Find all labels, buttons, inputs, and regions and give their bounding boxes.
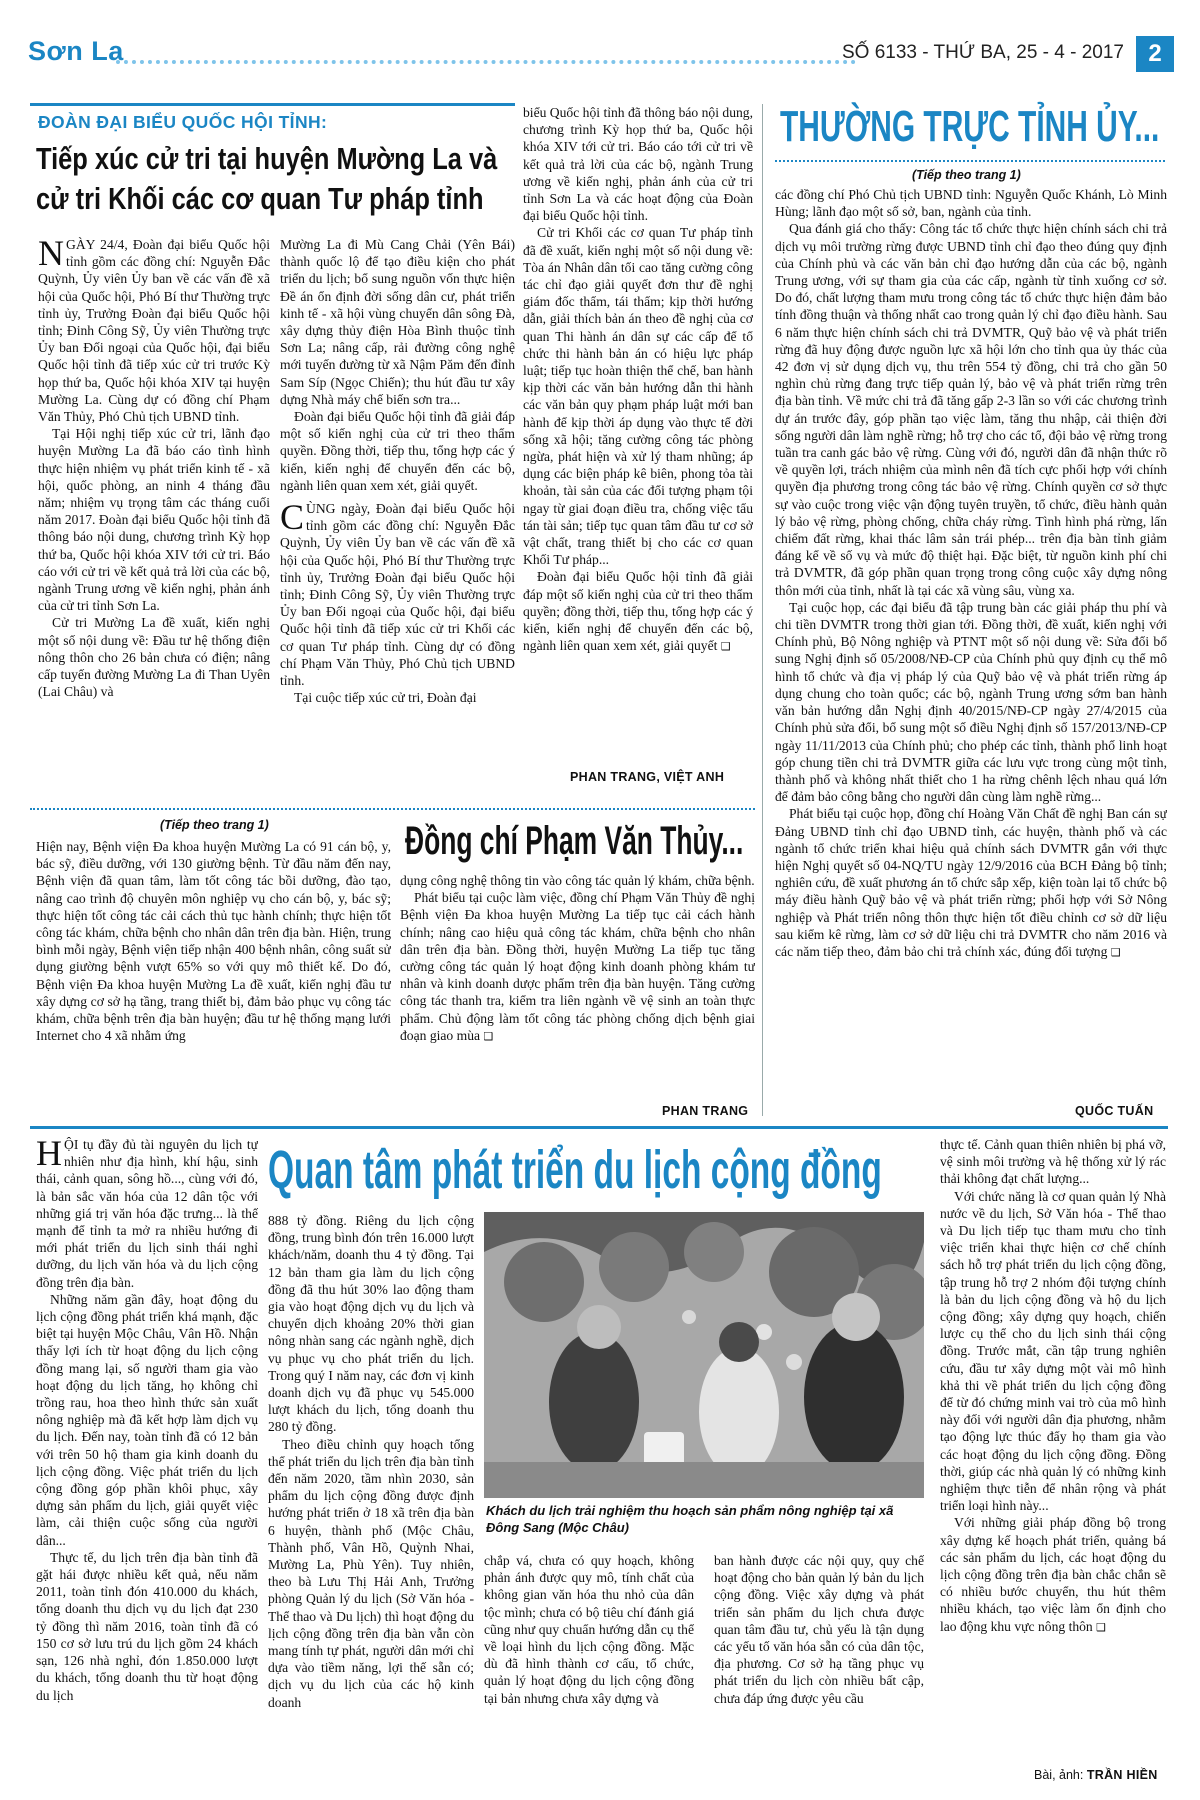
issue-info: SỐ 6133 - THỨ BA, 25 - 4 - 2017 <box>841 42 1124 63</box>
paragraph: thực tế. Cảnh quan thiên nhiên bị phá vỡ, vệ sinh môi trường và hệ thống xử lý rác thải không đạt chất lượng... <box>940 1137 1166 1187</box>
article-column <box>400 872 755 1114</box>
continued-note: (Tiếp theo trang 1) <box>160 818 269 832</box>
article-top-rule <box>30 808 755 810</box>
article-photo <box>484 1212 924 1498</box>
article-headline-wrap <box>268 1140 928 1200</box>
continued-note: (Tiếp theo trang 1) <box>912 168 1021 182</box>
end-mark-icon: ❑ <box>1096 1620 1107 1634</box>
article-column <box>38 236 270 791</box>
byline: QUỐC TUẤN <box>1075 1104 1154 1118</box>
paragraph: dụng công nghệ thông tin vào công tác quản lý khám, chữa bệnh. <box>400 873 755 888</box>
paragraph: biểu Quốc hội tỉnh đã thông báo nội dung, chương trình Kỳ họp thứ ba, Quốc hội khóa XIV tới cử tri. Báo cáo tới cử tri về kết quả trả lời của các bộ, ngành Trung ương về kiến nghị, phản ánh của cử tri tỉnh Sơn La và các hoạt động của Đoàn đại biểu Quốc hội tỉnh. <box>523 105 753 224</box>
paragraph: Với những giải pháp đồng bộ trong xây dựng kế hoạch phát triển, quảng bá các sản phẩm du lịch, các hoạt động du lịch cộng đồng trên địa bàn chắc chắn sẽ có nhiều bước chuyển, thu hút thêm nhiều khách, tạo việc làm ổn định cho lao động khu vực nông thôn ❑ <box>940 1515 1166 1634</box>
paragraph: NGÀY 24/4, Đoàn đại biểu Quốc hội tỉnh gồm các đồng chí: Nguyễn Đắc Quỳnh, Ủy viên Ủy ban về các vấn đề xã hội của Quốc hội, Phó Bí thư Thường trực tỉnh ủy, Trưởng Đoàn đại biểu Quốc hội tỉnh; Đinh Công Sỹ, Ủy viên Thường trực Ủy ban Đối ngoại của Quốc hội, đại biểu Quốc hội tỉnh đã tiếp xúc cử tri trước Kỳ họp thứ ba, Quốc hội khóa XIV tại huyện Mường La. Cùng dự có đồng chí Phạm Văn Thủy, Phó Chủ tịch UBND tỉnh. <box>38 236 270 425</box>
drop-cap: C <box>280 497 305 538</box>
column-divider <box>762 104 763 1116</box>
section-name: Sơn La <box>28 36 124 66</box>
paragraph: Hiện nay, Bệnh viện Đa khoa huyện Mường La có 91 cán bộ, y, bác sỹ, điều dưỡng, với 130 giường bệnh. Từ đầu năm đến nay, Bệnh viện đã quan tâm, làm tốt công tác bồi dưỡng, đào tạo, nâng cao trình độ chuyên môn nghiệp vụ cho cán bộ, y, bác sỹ; thực hiện tốt công tác cải cách thủ tục hành chính; thực hiện tốt công tác khám, chữa bệnh cho nhân dân trên địa bàn. Hiện, trung bình mỗi ngày, Bệnh viện tiếp nhận 400 bệnh nhân, công suất sử dụng giường bệnh vượt 65% so với quy mô thiết kế. Do đó, Bệnh viện Đa khoa huyện Mường La đề xuất, kiến nghị đầu tư xây dựng cơ sở hạ tầng, trang thiết bị, đảm bảo phục vụ công tác khám, chữa bệnh trên địa bàn huyện; đầu tư hệ thống mạng lưới Internet cho 4 xã nhằm ứng <box>36 839 391 1044</box>
end-mark-icon: ❑ <box>1110 945 1121 959</box>
paragraph: Phát biểu tại cuộc họp, đồng chí Hoàng Văn Chất đề nghị Ban cán sự Đảng UBND tỉnh chỉ đạo UBND tỉnh, các huyện, thành phố và các ngành tổ chức triển khai hiệu quả chính sách DVMTR gắn với thực hiện Nghị quyết số 04-NQ/TU ngày 12/9/2016 của BCH Đảng bộ tỉnh; nghiên cứu, đề xuất phương án tổ chức sắp xếp, kiện toàn lại tổ chức bộ máy điều hành Quỹ bảo vệ và phát triển rừng; phối hợp với Sở Nông nghiệp và Phát triển nông thôn thực hiện tốt điều chỉnh cơ sở dữ liệu sau kiểm kê rừng, làm cơ sở dữ liệu chi trả DVMTR cho năm 2016 và các năm tiếp theo, đảm bảo chi trả chính xác, đúng đối tượng ❑ <box>775 806 1167 959</box>
paragraph: Phát biểu tại cuộc làm việc, đồng chí Phạm Văn Thủy đề nghị Bệnh viện Đa khoa huyện Mường La tiếp tục cải cách hành chính; nâng cao hiệu quả công tác khám, chữa bệnh cho nhân dân trên địa bàn. Đồng thời, huyện Mường La tiếp tục tăng cường công tác quản lý hoạt động kinh doanh phòng khám tư nhân và kinh doanh dược phẩm trên địa bàn huyện. Tăng cường công tác thanh tra, kiểm tra liên ngành về vệ sinh an toàn thực phẩm. Chủ động làm tốt công tác phòng chống dịch bệnh giai đoạn giao mùa ❑ <box>400 890 755 1043</box>
paragraph: Những năm gần đây, hoạt động du lịch cộng đồng phát triển khá mạnh, đặc biệt tại huyện Mộc Châu, Vân Hồ. Nhận thấy lợi ích từ hoạt động du lịch cộng đồng mang lại, số người tham gia vào hoạt động du lịch tăng, họ không chỉ trồng rau, hoa theo hình thức sản xuất nông nghiệp mà đã kết hợp làm dịch vụ du lịch. Đến nay, toàn tỉnh đã có 12 bản với trên 50 hộ tham gia kinh doanh du lịch cộng đồng. Việc phát triển du lịch cộng đồng góp phần khôi phục, xây dựng sản phẩm du lịch, giải quyết việc làm, cải thiện cuộc sống của người dân... <box>36 1291 258 1548</box>
paragraph: Đoàn đại biểu Quốc hội tỉnh đã giải đáp một số kiến nghị của cử tri theo thẩm quyền. Đồng thời, tiếp thu, tổng hợp các ý kiến, kiến nghị để chuyển đến các bộ, ngành liên quan xem xét, giải quyết. <box>280 409 515 493</box>
byline: PHAN TRANG <box>662 1104 749 1118</box>
byline: Bài, ảnh: TRẦN HIỀN <box>1034 1768 1158 1782</box>
paragraph: Cử tri Mường La đề xuất, kiến nghị một số nội dung về: Đầu tư hệ thống điện nông thôn cho 26 bản chưa có điện; nâng cấp tuyến đường Mường La đi Than Uyên (Lai Châu) và <box>38 615 270 700</box>
article-column <box>775 186 1167 1104</box>
article-column <box>36 1136 258 1786</box>
paragraph: Tại cuộc tiếp xúc cử tri, Đoàn đại <box>294 690 477 706</box>
byline: PHAN TRANG, VIỆT ANH <box>570 770 725 784</box>
photo-caption: Khách du lịch trải nghiệm thu hoạch sản phẩm nông nghiệp tại xã Đông Sang (Mộc Châu) <box>486 1503 894 1535</box>
photo-illustration <box>484 1212 924 1498</box>
paragraph: Qua đánh giá cho thấy: Công tác tổ chức thực hiện chính sách chi trả dịch vụ môi trường rừng được UBND tỉnh chỉ đạo theo đúng quy định của Chính phủ và các văn bản chỉ đạo hướng dẫn của các bộ, ngành Trung ương, với sự tham gia của các cấp, ngành từ tỉnh xuống cơ sở. Do đó, chất lượng tham mưu trong công tác tổ chức thực hiện đảm bảo tính đồng thuận và thống nhất cao trong quản lý chỉ đạo điều hành. Sau 6 năm thực hiện chính sách chi trả DVMTR, Quỹ bảo vệ và phát triển rừng đã huy động được nguồn lực xã hội lớn cho tỉnh qua ủy thác của 42 đơn vị sử dụng dịch vụ, thu trên 554 tỷ đồng, chi trả cho gần 50 nghìn chủ rừng đang trực tiếp quản lý, bảo vệ và phát triển rừng trên địa bàn tỉnh. Về mức chi trả đã tăng gấp 2-3 lần so với các chương trình dự án trước đây, góp phần tạo việc làm, tăng thu nhập, cải thiện đời sống người dân làm nghề rừng; hỗ trợ cho các tổ, đội bảo vệ rừng trong tuần tra canh gác bảo vệ rừng. Cùng với đó, người dân đã nhận thức rõ về quyền lợi, trách nhiệm của mình nên đã tích cực phối hợp với chính quyền địa phương trong công tác bảo vệ rừng. Chính quyền cơ sở thực sự vào cuộc trong việc vận động tuyên truyền, tổ chức, điều hành quản lý bảo vệ rừng, phòng chống, chữa cháy rừng. Tình hình phá rừng, lấn chiếm đất rừng, khai thác lâm sản trái phép... trên địa bàn tỉnh giảm đáng kể về số vụ và mức độ thiệt hại. Đặc biệt, từ nguồn kinh phí chi trả DVMTR, đã góp phần quan trọng trong công cuộc xây dựng nông thôn mới của tỉnh, nhất là tại các xã vùng sâu, vùng xa. <box>775 221 1167 598</box>
article-headline-line2: cử tri Khối các cơ quan Tư pháp tỉnh <box>36 181 484 216</box>
paragraph: ban hành được các nội quy, quy chế hoạt động cho bản quản lý bản du lịch cộng đồng. Việc xây dựng và phát triển sản phẩm du lịch chưa được quan tâm đầu tư, chủ yếu là tận dụng các yếu tố văn hóa sẵn có của dân tộc, địa phương. Cơ sở hạ tầng phục vụ phát triển du lịch còn nhiều bất cập, chưa đáp ứng được yêu cầu <box>714 1553 924 1706</box>
paragraph: Thực tế, du lịch trên địa bàn tỉnh đã gặt hái được nhiều kết quả, nếu năm 2011, toàn tỉnh đón 410.000 du khách, tổng doanh thu dịch vụ du lịch đạt 230 tỷ đồng thì năm 2016, toàn tỉnh đã có 150 cơ sở lưu trú du lịch gồm 24 khách sạn, 126 nhà nghỉ, đón 1.850.000 lượt du khách, tổng doanh thu từ hoạt động du lịch <box>36 1549 258 1703</box>
article-column <box>940 1136 1166 1768</box>
article-top-rule <box>30 103 515 106</box>
article-headline-line1: Tiếp xúc cử tri tại huyện Mường La và <box>36 141 498 176</box>
article-column <box>484 1552 694 1786</box>
paragraph: 888 tỷ đồng. Riêng du lịch cộng đồng, trung bình đón trên 16.000 lượt khách/năm, doanh thu 4 tỷ đồng. Tại 12 bản tham gia làm du lịch cộng đồng đã thu hút 30% lao động tham gia vào hoạt động dịch vụ du lịch và chuyển dịch khoảng 20% thời gian nông nhàn sang các ngành nghề, dịch vụ phục vụ cho phát triển du lịch. Trong quý I năm nay, các đơn vị kinh doanh dịch vụ đã phục vụ 545.000 lượt khách du lịch, tổng doanh thu 280 tỷ đồng. <box>268 1213 474 1435</box>
header-divider <box>116 60 856 64</box>
paragraph: Mường La đi Mù Cang Chải (Yên Bái) thành quốc lộ để tạo điều kiện cho phát triển du lịch; bổ sung nguồn vốn thực hiện Đề án ổn định đời sống dân cư, phát triển kinh tế - xã hội vùng chuyển dân sông Đà, xây dựng thủy điện Hòa Bình thuộc tỉnh Sơn La; nâng cấp, rải đường công nghệ mới tuyến đường từ xã Nậm Păm đến đỉnh Sam Síp (Ngọc Chiến); thu hút đầu tư xây dựng Nhà máy chế biến sơn tra... <box>280 237 515 407</box>
paragraph: HỘI tụ đầy đủ tài nguyên du lịch tự nhiên như địa hình, khí hậu, sinh thái, cảnh quan, sông hồ..., cùng với đó, là bản sắc văn hóa của 12 dân tộc với những giá trị văn hóa đặc trưng... là thế mạnh để tỉnh ta mở ra nhiều hướng đi mới phát triển du lịch sinh thái nghỉ dưỡng, du lịch văn hóa và du lịch cộng đồng trên địa bàn. <box>36 1136 258 1290</box>
article-column <box>280 236 515 791</box>
article-headline: THƯỜNG TRỰC TỈNH ỦY... <box>780 102 1160 151</box>
article-kicker: ĐOÀN ĐẠI BIỂU QUỐC HỘI TỈNH: <box>38 112 328 132</box>
article-top-rule <box>30 1126 1168 1129</box>
article-column <box>36 838 391 1114</box>
paragraph: các đồng chí Phó Chủ tịch UBND tỉnh: Nguyễn Quốc Khánh, Lò Minh Hùng; lãnh đạo một số sở, ban, ngành của tỉnh. <box>775 187 1167 220</box>
paragraph: Theo điều chỉnh quy hoạch tổng thể phát triển du lịch trên địa bàn tỉnh đến năm 2020, tầm nhìn 2030, sản phẩm du lịch cộng đồng được định hướng phát triển ở 18 xã trên địa bàn 6 huyện, thành phố (Mộc Châu, Thành phố, Vân Hồ, Quỳnh Nhai, Mường La, Phù Yên). Tuy nhiên, theo bà Lưu Thị Hải Anh, Trưởng phòng Quản lý du lịch (Sở Văn hóa - Thể thao và Du lịch) thì hoạt động du lịch cộng đồng trên địa bàn vẫn còn mang tính tự phát, người dân mới chỉ dựa vào tiềm năng, lợi thế sẵn có; dịch vụ du lịch của các hộ kinh doanh <box>268 1436 474 1710</box>
article-headline: Đồng chí Phạm Văn Thủy... <box>405 819 744 863</box>
paragraph: Với chức năng là cơ quan quản lý Nhà nước về du lịch, Sở Văn hóa - Thể thao và Du lịch tiếp tục tham mưu cho tỉnh việc triển khai thực hiện cơ chế chính sách hỗ trợ phát triển du lịch cộng đồng, tập trung hỗ trợ 2 nhóm đội tượng chính là bản du lịch cộng đồng và hộ du lịch cộng đồng; xây dựng quy hoạch, chiến lược cụ thể cho du lịch sinh thái cộng đồng. Trước mắt, cần tập trung nghiên cứu, đầu tư xây dựng một vài mô hình khả thi về phát triển du lịch cộng đồng để từ đó chứng minh vai trò của mô hình này đối với người dân địa phương, nhằm tạo động lực thúc đẩy họ tham gia vào các hoạt động du lịch cộng đồng. Đồng thời, giúp các nhà quản lý có những kinh nghiệm thực tiễn để nhân rộng và phát triển loại hình này... <box>940 1188 1166 1514</box>
article-column <box>523 104 753 766</box>
drop-cap: N <box>38 236 64 273</box>
drop-cap: H <box>36 1136 62 1173</box>
paragraph: CÙNG ngày, Đoàn đại biểu Quốc hội tỉnh gồm các đồng chí: Nguyễn Đắc Quỳnh, Ủy viên Ủy ban về các vấn đề xã hội của Quốc hội, Phó Bí thư Thường trực tỉnh ủy, Trưởng Đoàn đại biểu Quốc hội tỉnh; Đinh Công Sỹ, Ủy viên Thường trực Ủy ban Đối ngoại của Quốc hội, đại biểu Quốc hội tỉnh đã tiếp xúc cử tri Khối các cơ quan Tư pháp tỉnh. Cùng dự có đồng chí Phạm Văn Thủy, Phó Chủ tịch UBND tỉnh. <box>280 497 515 689</box>
paragraph: chắp vá, chưa có quy hoạch, không phản ánh được quy mô, tính chất của không gian văn hóa thu nhỏ của dân tộc mình; chưa có bộ tiêu chí đánh giá cũng như quy chuẩn hướng dẫn cụ thể về loại hình du lịch cộng đồng. Mặc dù đã hình thành cơ cấu, tổ chức, quản lý hoạt động du lịch cộng đồng tại bản nhưng chưa xây dựng và <box>484 1553 694 1706</box>
paragraph: Cử tri Khối các cơ quan Tư pháp tỉnh đã đề xuất, kiến nghị một số nội dung về: Tòa án Nhân dân tối cao tăng cường công tác chỉ đạo giải quyết đơn thư đề nghị giám đốc thẩm, tái thẩm; kịp thời hướng dẫn, giải thích bản án theo đề nghị của cơ quan Thi hành án dân sự các cấp để tổ chức thi hành bản án có hiệu lực pháp luật; tiếp tục hoàn thiện thể chế, ban hành kịp thời các văn bản hướng dẫn thi hành các văn bản quy phạm pháp luật mới ban hành để kịp thời áp dụng vào thực tế đời sống xã hội; tăng cường công tác phòng ngừa, phát hiện và xử lý tham nhũng; áp dụng các biện pháp kê biên, phong tỏa tài khoản, tài sản của các đối tượng phạm tội ngay từ giai đoạn điều tra, chống việc tẩu tán tài sản; tiếp tục quan tâm đầu tư cơ sở vật chất, trang thiết bị cho các cơ quan Khối Tư pháp... <box>523 225 753 568</box>
article-headline: Quan tâm phát triển du lịch cộng đồng <box>268 1140 882 1200</box>
end-mark-icon: ❑ <box>720 640 731 654</box>
article-column <box>268 1212 474 1786</box>
title-underline <box>775 160 1165 162</box>
paragraph: Đoàn đại biểu Quốc hội tỉnh đã giải đáp một số kiến nghị của cử tri theo thẩm quyền; đồng thời, tiếp thu, tổng hợp các ý kiến, kiến nghị để chuyển đến các bộ, ngành liên quan xem xét, giải quyết ❑ <box>523 569 753 654</box>
end-mark-icon: ❑ <box>483 1029 494 1043</box>
article-column <box>714 1552 924 1786</box>
paragraph: Tại cuộc họp, các đại biểu đã tập trung bàn các giải pháp thu phí và chi tiền DVMTR trong thời gian tới. Đồng thời, đề xuất, kiến nghị với Chính phủ, Bộ Nông nghiệp và PTNT một số nội dung về: Sửa đổi bổ sung Nghị định số 05/2008/NĐ-CP của Chính phủ quy định cụ thể mô hình tổ chức và địa vị pháp lý của Quỹ bảo vệ và phát triển rừng áp dụng chung cho toàn quốc; các bộ, ngành Trung ương sớm ban hành văn bản hướng dẫn Nghị định 40/2015/NĐ-CP ngày 27/4/2015 của Chính phủ sửa đổi, bổ sung một số điều Nghị định số 157/2013/NĐ-CP ngày 11/11/2013 của Chính phủ; cho phép các tỉnh, thành phố linh hoạt góp chung tiền chi trả DVMTR giữa các lưu vực trong cùng một tỉnh, thành phố và không nhất thiết cho 1 ha rừng chênh lệch nhau quá lớn để đảm bảo công bằng cho người dân cùng làm nghề rừng... <box>775 599 1167 805</box>
page-number: 2 <box>1136 36 1174 72</box>
page-header <box>28 36 1174 76</box>
paragraph: Tại Hội nghị tiếp xúc cử tri, lãnh đạo huyện Mường La đã báo cáo tình hình thực hiện nhiệm vụ phát triển kinh tế - xã hội, quốc phòng, an ninh 4 tháng đầu năm; nhiệm vụ trọng tâm các tháng cuối năm 2017. Đoàn đại biểu Quốc hội tỉnh đã thông báo nội dung, chương trình Kỳ họp thứ ba, Quốc hội khóa XIV tới cử tri. Báo cáo với cử tri về kết quả trả lời của các bộ, ngành Trung ương về kiến nghị, phản ánh của cử tri tỉnh Sơn La. <box>38 426 270 614</box>
